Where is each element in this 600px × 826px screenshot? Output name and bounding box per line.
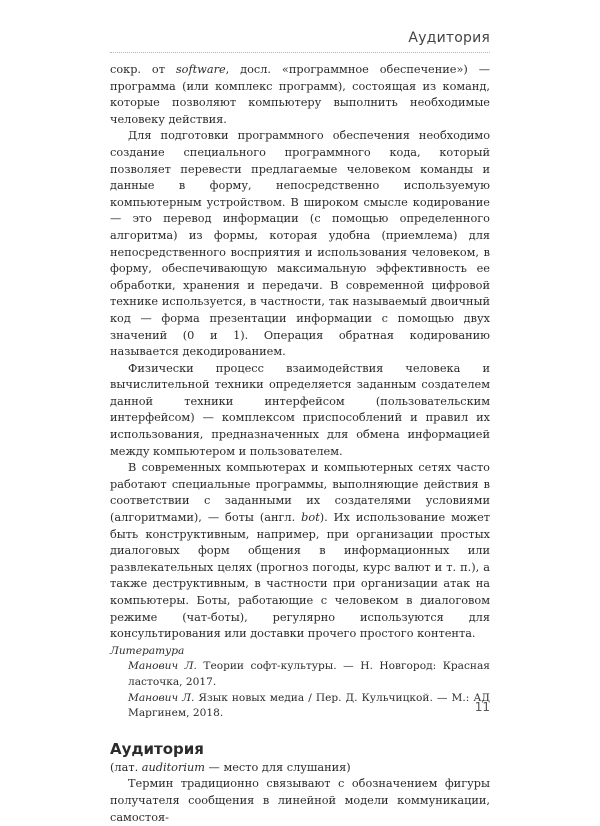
literature-heading: Литература [110, 644, 185, 657]
reference-item: Манович Л. Теории софт-культуры. — Н. Новгород: Красная ласточка, 2017. [128, 660, 490, 688]
entry-etymology: (лат. auditorium — место для слушания) [110, 760, 351, 774]
paragraph: Термин традиционно связывают с обозначением фигуры получателя сообщения в линейной модели коммуникации, самостоя- [110, 777, 490, 824]
body-text [110, 62, 490, 826]
page-number: 11 [474, 700, 490, 714]
paragraph: В современных компьютерах и компьютерных сетях часто работают специальные программы, выполняющие действия в соответствии с заданными их создателями условиями (алгоритмами), — боты (англ. bot). Их использование может быть конструктивным, например, при организации простых диалоговых форм общения в информационных или развлекательных целях (прогноз погоды, курс валют и т. п.), а также деструктивным, в частности при организации атак на компьютеры. Боты, работающие с человеком в диалоговом режиме (чат-боты), регулярно используются для консультирования или доставки прочего простого контента. [110, 461, 491, 641]
running-head: Аудитория [408, 30, 490, 46]
header-divider [110, 52, 490, 53]
reference-item: Манович Л. Язык новых медиа / Пер. Д. Кульчицкой. — М.: АД Маргинем, 2018. [128, 691, 490, 720]
paragraph: Физически процесс взаимодействия человека и вычислительной техники определяется заданным создателем данной техники интерфейсом (пользовательским интерфейсом) — комплексом приспособлений и правил их использования, предназначенных для обмена информацией между компьютером и пользователем. [110, 361, 490, 458]
paragraph: Для подготовки программного обеспечения необходимо создание специального программного кода, который позволяет перевести предлагаемые человеком команды и данные в форму, непосредственно используемую компьютерным устройством. В широком смысле кодирование — это перевод информации (с помощью определенного алгоритма) из формы, которая удобна (приемлема) для непосредственного восприятия и использования человеком, в форму, обеспечивающую максимальную эффективность ее обработки, хранения и передачи. В современной цифровой технике используется, в частности, так называемый двоичный код — форма презентации информации с помощью двух значений (0 и 1). Операция обратная кодированию называется декодированием. [110, 129, 490, 359]
entry-title: Аудитория [110, 739, 204, 758]
paragraph: сокр. от software, досл. «программное обеспечение») — программа (или комплекс программ), состоящая из команд, которые позволяют компьютеру выполнить необходимые человеку действия. [110, 63, 490, 126]
